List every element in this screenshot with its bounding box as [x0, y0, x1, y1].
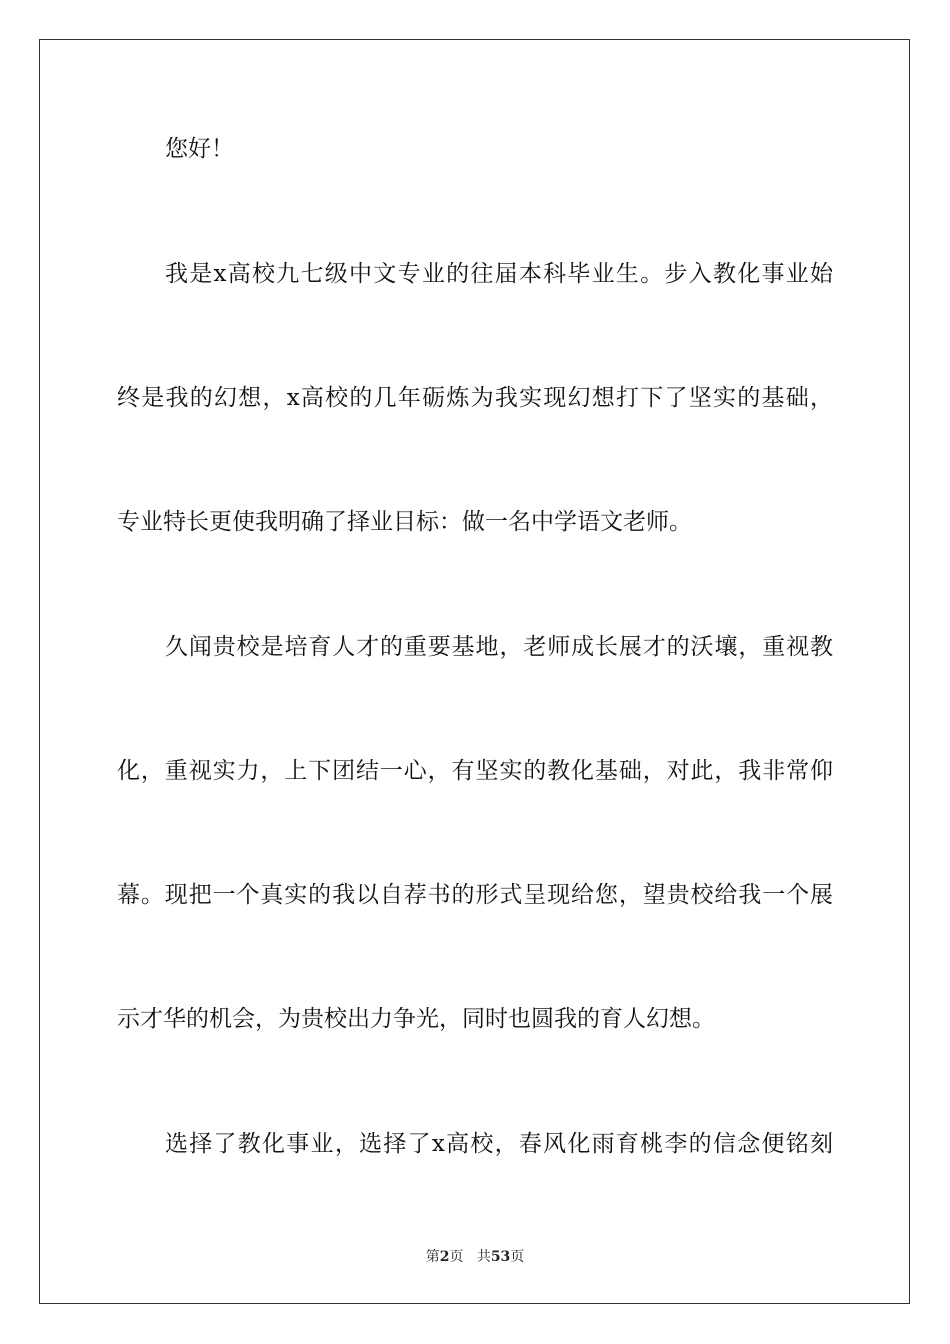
footer-total-prefix: 共 — [476, 1249, 491, 1265]
body-line-6: 幕。现把一个真实的我以自荐书的形式呈现给您，望贵校给我一个展 — [117, 882, 833, 908]
body-line-5: 化，重视实力，上下团结一心，有坚实的教化基础，对此，我非常仰 — [117, 758, 833, 784]
body-line-2: 终是我的幻想，x高校的几年砺炼为我实现幻想打下了坚实的基础， — [117, 385, 833, 411]
footer-page-prefix: 第 — [425, 1249, 440, 1265]
footer-page-number: 2 — [439, 1249, 450, 1265]
body-line-3: 专业特长更使我明确了择业目标：做一名中学语文老师。 — [117, 509, 692, 535]
body-line-1: 我是x高校九七级中文专业的往届本科毕业生。步入教化事业始 — [165, 261, 833, 287]
page-border — [39, 39, 910, 1304]
body-line-4: 久闻贵校是培育人才的重要基地，老师成长展才的沃壤，重视教 — [165, 634, 833, 660]
footer-total-suffix: 页 — [510, 1249, 525, 1265]
body-line-7: 示才华的机会，为贵校出力争光，同时也圆我的育人幻想。 — [117, 1006, 715, 1032]
body-line-8: 选择了教化事业，选择了x高校，春风化雨育桃李的信念便铭刻 — [165, 1131, 833, 1157]
footer-total-pages: 53 — [490, 1249, 511, 1265]
footer-page-suffix: 页 — [449, 1249, 464, 1265]
greeting-line: 您好！ — [165, 136, 234, 162]
page-footer — [0, 1248, 950, 1266]
